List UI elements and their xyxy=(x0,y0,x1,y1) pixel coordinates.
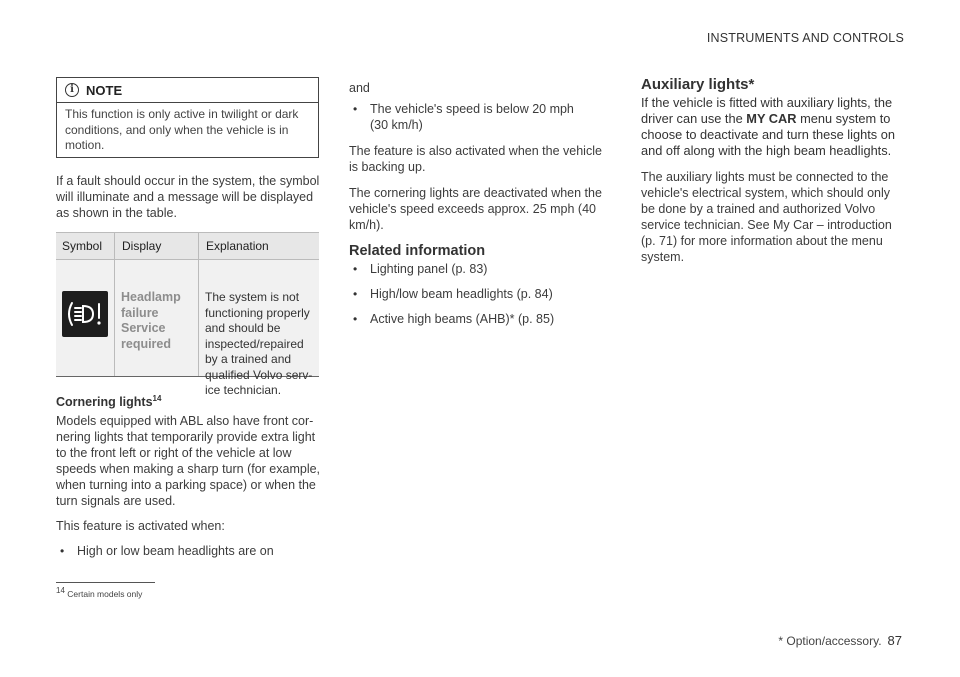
footnote: $^{14}$ Certain models only xyxy=(56,586,143,599)
display-line: required xyxy=(121,336,172,351)
note-header xyxy=(57,78,318,103)
backing-text: The feature is also activated when the vehicle is backing up. xyxy=(349,144,602,174)
related-link[interactable]: • High/low beam headlights (p. 84) xyxy=(349,286,607,302)
auxiliary-body: The auxiliary lights must be connected to the vehicle's electrical system, which should only be done by a trained and authorized Volvo service technician. See My Car – introduction (p. 71) for more information about the menu system. xyxy=(641,170,892,264)
deactivated-text: The cornering lights are deactivated when the vehicle's speed exceeds approx. 25 mph (40 km/h). xyxy=(349,186,602,232)
col-header-display: Display xyxy=(122,239,162,253)
activated-when: This feature is activated when: xyxy=(56,519,225,534)
display-message xyxy=(121,290,181,352)
auxiliary-heading: Auxiliary lights* xyxy=(641,76,755,93)
related-link[interactable]: • Active high beams (AHB)* (p. 85) xyxy=(349,311,607,327)
explanation-text xyxy=(205,290,315,399)
explanation-line: The system is not xyxy=(205,290,300,304)
note-title: NOTE xyxy=(86,82,123,98)
list-item: • The vehicle's speed is below 20 mph (30 km/h) xyxy=(349,101,582,133)
table-row xyxy=(56,260,319,397)
my-car-label: MY CAR xyxy=(746,111,797,126)
explanation-line: functioning properly xyxy=(205,305,310,320)
running-header: INSTRUMENTS AND CONTROLS xyxy=(706,31,904,45)
explanation-line: and should be xyxy=(205,321,281,335)
fault-table xyxy=(56,232,319,397)
explanation-line: by a trained and xyxy=(205,352,292,366)
page-footer xyxy=(778,633,902,648)
display-line: failure xyxy=(121,305,159,320)
fault-intro: If a fault should occur in the system, the symbol will illuminate and a message will be displayed as shown in the table. xyxy=(56,174,320,220)
col-header-symbol: Symbol xyxy=(62,239,103,253)
auxiliary-intro: If the vehicle is fitted with auxiliary lights, the driver can use the MY CAR menu system to choose to deactivate and turn these lights on and off along with the high beam headlights. xyxy=(641,95,895,158)
explanation-line: inspected/repaired xyxy=(205,336,304,351)
display-line: Service xyxy=(121,321,166,335)
display-line: Headlamp xyxy=(121,290,181,304)
footnote-rule xyxy=(56,582,155,583)
explanation-line: ice technician. xyxy=(205,383,282,397)
info-icon: i xyxy=(65,83,79,97)
cornering-text: Models equipped with ABL also have front cor-nering lights that temporarily provide extra light to the front left or right of the vehicle at low speeds when making a sharp turn (for example, when turning into a parking space) or when the turn signals are used. xyxy=(56,414,321,509)
and-text: and xyxy=(349,81,370,95)
page-number: 87 xyxy=(887,633,902,648)
cornering-heading: Cornering lights$^{14}$ xyxy=(56,394,162,410)
explanation-line: qualified Volvo serv- xyxy=(205,367,313,382)
related-link[interactable]: • Lighting panel (p. 83) xyxy=(349,261,607,277)
option-note: * Option/accessory. xyxy=(778,634,882,648)
note-box xyxy=(56,77,319,158)
list-item: • High or low beam headlights are on xyxy=(56,543,324,559)
table-header xyxy=(56,232,319,260)
headlamp-fault-icon xyxy=(62,291,108,337)
col-header-explanation: Explanation xyxy=(206,239,269,253)
note-body: This function is only active in twilight or dark conditions, and only when the vehicle is in motion. xyxy=(65,107,299,152)
related-heading: Related information xyxy=(349,243,486,259)
footnote-ref: 14 xyxy=(152,394,162,403)
